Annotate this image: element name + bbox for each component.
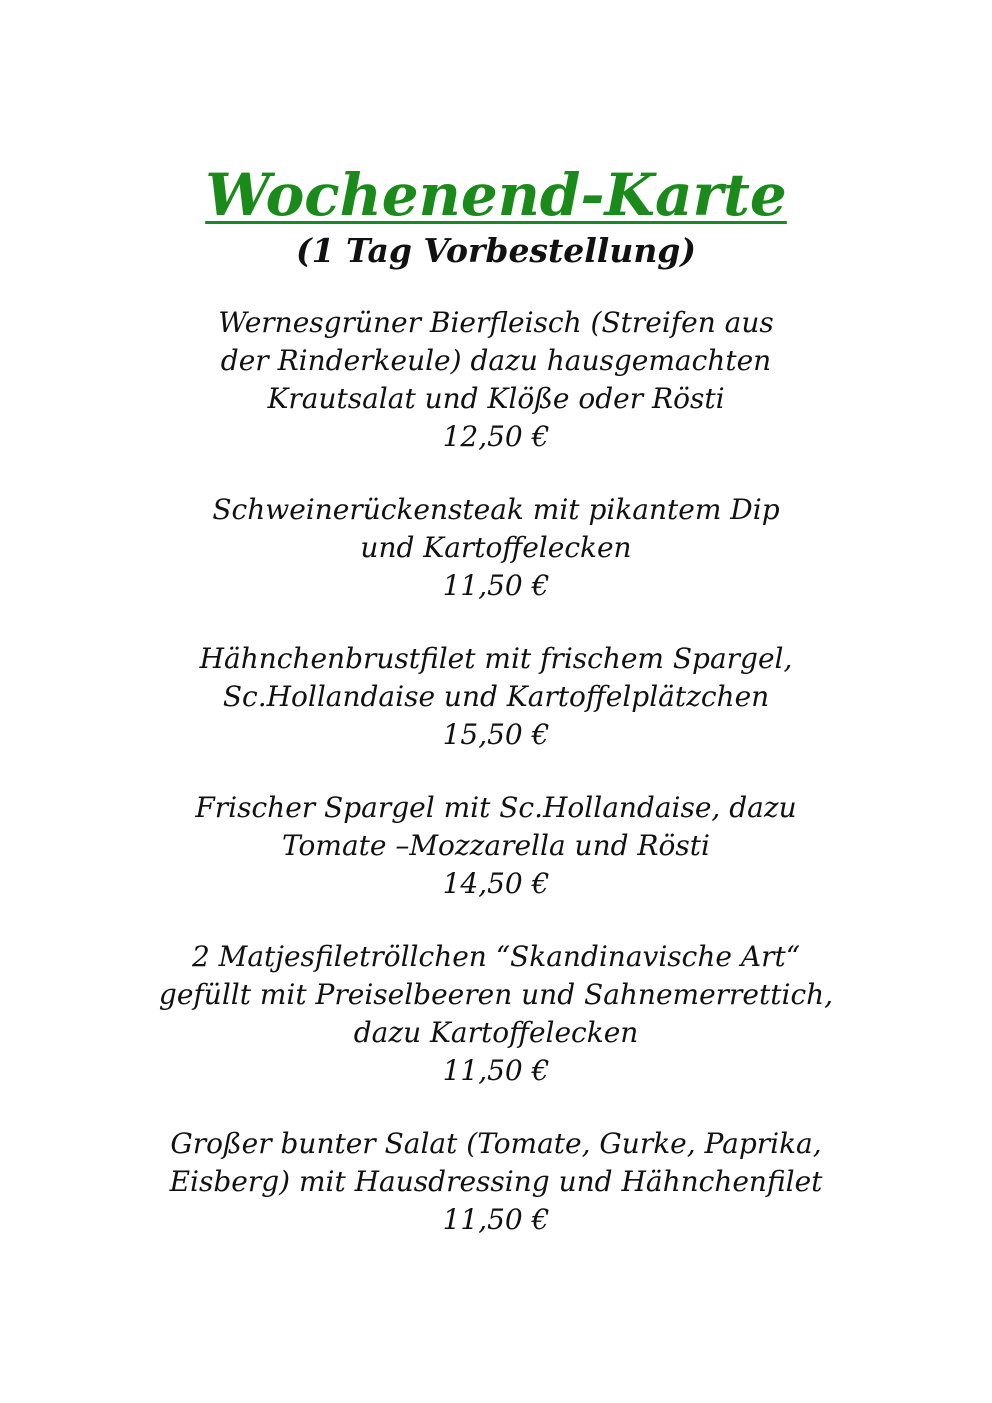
menu-item <box>116 1125 876 1239</box>
dish-description-line: der Rinderkeule) dazu hausgemachten <box>220 344 772 377</box>
dish-description-line: Krautsalat und Klöße oder Rösti <box>267 382 725 415</box>
dish-price: 11,50 € <box>442 569 550 602</box>
dish-description-line: Wernesgrüner Bierfleisch (Streifen aus <box>218 306 774 339</box>
dish-price: 11,50 € <box>442 1203 550 1236</box>
dish-description-line: Großer bunter Salat (Tomate, Gurke, Paprika, <box>170 1127 822 1160</box>
menu-item <box>116 938 876 1090</box>
menu-item <box>116 491 876 605</box>
page-subtitle: (1 Tag Vorbestellung) <box>295 231 696 270</box>
dish-description-line: dazu Kartoffelecken <box>353 1016 639 1049</box>
dish-description-line: und Kartoffelecken <box>360 531 632 564</box>
dish-description-line: Schweinerückensteak mit pikantem Dip <box>212 493 780 526</box>
page-title: Wochenend-Karte <box>205 161 787 229</box>
dish-description-line: gefüllt mit Preiselbeeren und Sahnemerrettich, <box>158 978 834 1011</box>
dish-description-line: Hähnchenbrustfilet mit frischem Spargel, <box>199 642 793 675</box>
dish-description-line: Frischer Spargel mit Sc.Hollandaise, dazu <box>195 791 797 824</box>
menu-item <box>116 304 876 456</box>
dish-description-line: Tomate –Mozzarella und Rösti <box>282 829 710 862</box>
dish-price: 12,50 € <box>442 420 550 453</box>
dish-description-line: Eisberg) mit Hausdressing und Hähnchenfilet <box>169 1165 823 1198</box>
menu-item <box>116 789 876 903</box>
menu-item <box>116 640 876 754</box>
dish-description-line: 2 Matjesfiletröllchen “Skandinavische Art“ <box>191 940 801 973</box>
menu-list <box>0 304 992 1239</box>
dish-description-line: Sc.Hollandaise und Kartoffelplätzchen <box>222 680 770 713</box>
dish-price: 14,50 € <box>442 867 550 900</box>
dish-price: 11,50 € <box>442 1054 550 1087</box>
dish-price: 15,50 € <box>442 718 550 751</box>
